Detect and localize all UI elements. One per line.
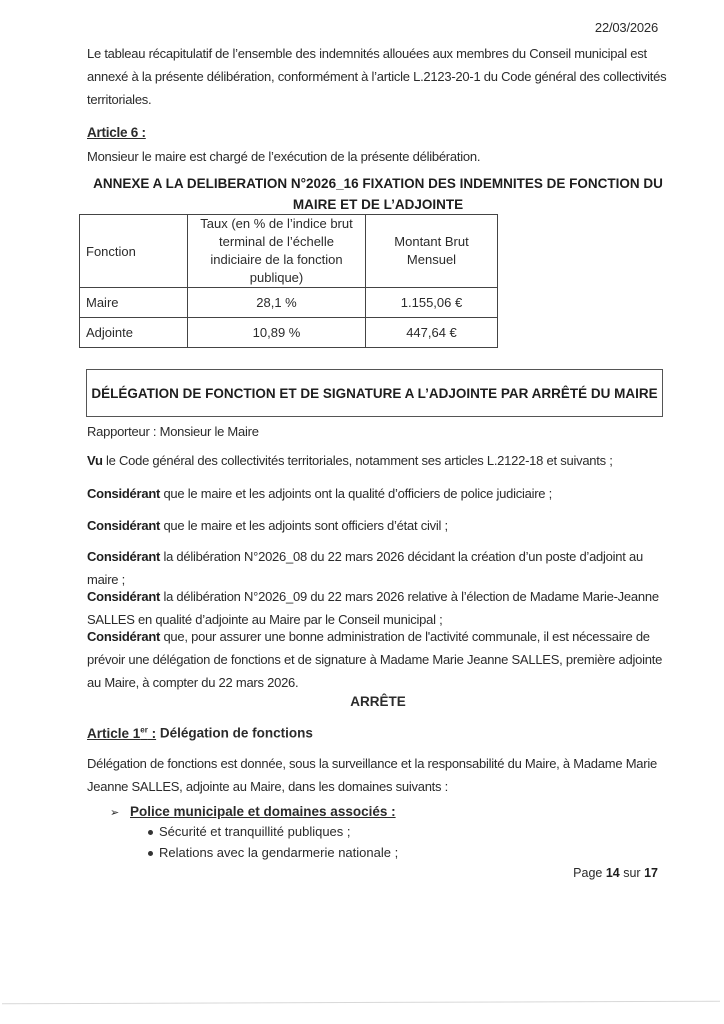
article-1-label: Article 1er :: [87, 725, 157, 741]
bullet-icon: [148, 851, 153, 856]
article-1-text: Délégation de fonctions est donnée, sous la surveillance et la responsabilité du Maire, à Madame Marie Jeanne SALLES, adjointe au Maire, dans les domaines suivants :: [87, 756, 657, 794]
list-item-text: Sécurité et tranquillité publiques ;: [159, 824, 351, 839]
considerant-text: la délibération N°2026_09 du 22 mars 2026 relative à l’élection de Madame Marie-Jeanne SALLES en qualité d’adjointe au Maire par le Conseil municipal ;: [87, 589, 659, 627]
article-1-heading: [87, 725, 313, 741]
header-fonction: Fonction: [80, 215, 188, 288]
cell-montant: 447,64 €: [366, 318, 498, 348]
article-6-text: Monsieur le maire est chargé de l’exécution de la présente délibération.: [87, 149, 481, 164]
article-1-title: Délégation de fonctions: [156, 725, 313, 741]
considerant-lead: Considérant: [87, 549, 161, 564]
header-taux: Taux (en % de l’indice brut terminal de l’échelle indiciaire de la fonction publique): [188, 215, 366, 288]
table-row: [80, 288, 498, 318]
cell-fonction: Maire: [80, 288, 188, 318]
header-montant: Montant Brut Mensuel: [366, 215, 498, 288]
considerant-text: que le maire et les adjoints sont officiers d’état civil ;: [160, 518, 448, 533]
arrete-heading: ARRÊTE: [350, 694, 406, 709]
delegation-title: DÉLÉGATION DE FONCTION ET DE SIGNATURE A L’ADJOINTE PAR ARRÊTÉ DU MAIRE: [91, 385, 658, 401]
cell-taux: 10,89 %: [188, 318, 366, 348]
table-row: [80, 318, 498, 348]
considerant-lead: Considérant: [87, 589, 161, 604]
delegation-title-box: [86, 369, 663, 417]
intro-paragraph: Le tableau récapitulatif de l’ensemble des indemnités allouées aux membres du Conseil municipal est annexé à la présente délibération, conformément à l’article L.2123-20-1 du Code général des collectivités territoriales.: [87, 46, 667, 107]
annexe-title-line-2: MAIRE ET DE L’ADJOINTE: [292, 197, 464, 212]
considerant-lead: Considérant: [87, 486, 161, 501]
rapporteur: Rapporteur : Monsieur le Maire: [87, 424, 259, 439]
considerant-text: la délibération N°2026_08 du 22 mars 2026 décidant la création d’un poste d’adjoint au maire ;: [87, 549, 643, 587]
list-item: [148, 824, 351, 839]
domain-title: Police municipale et domaines associés :: [130, 804, 396, 819]
list-item-text: Relations avec la gendarmerie nationale ;: [159, 845, 399, 860]
considerant-text: que le maire et les adjoints ont la qualité d’officiers de police judiciaire ;: [160, 486, 553, 501]
cell-montant: 1.155,06 €: [366, 288, 498, 318]
page-total: 17: [644, 866, 658, 880]
page-current: 14: [605, 866, 620, 880]
page-number: Page 14 sur 17: [573, 866, 658, 880]
considerant-text: que, pour assurer une bonne administration de l'activité communale, il est nécessaire de prévoir une délégation de fonctions et de signature à Madame Marie Jeanne SALLES, première adjointe au Maire, à compter du 22 mars 2026.: [87, 629, 663, 690]
page-edge-line: [2, 1001, 720, 1005]
annexe-title: [80, 173, 676, 215]
vu-text: le Code général des collectivités territoriales, notamment ses articles L.2122-18 et suivants ;: [102, 453, 613, 468]
table-header-row: [80, 215, 498, 288]
cell-fonction: Adjointe: [80, 318, 188, 348]
article-6-label: Article 6 :: [87, 125, 146, 140]
article-6-heading: [87, 121, 667, 144]
vu-clause: [87, 449, 667, 472]
considerant-clause: [87, 514, 667, 537]
considerant-clause: [87, 625, 667, 694]
annexe-title-line-1: ANNEXE A LA DELIBERATION N°2026_16 FIXATION DES INDEMNITES DE FONCTION DU: [93, 176, 663, 191]
list-item: [148, 845, 398, 860]
bullet-icon: [148, 830, 153, 835]
indemnities-table: [79, 214, 498, 348]
document-date: 22/03/2026: [594, 20, 658, 35]
vu-lead: Vu: [87, 453, 103, 468]
chevron-right-icon: ➢: [110, 807, 120, 819]
cell-taux: 28,1 %: [188, 288, 366, 318]
considerant-clause: [87, 482, 667, 505]
considerant-lead: Considérant: [87, 518, 161, 533]
considerant-lead: Considérant: [87, 629, 161, 644]
